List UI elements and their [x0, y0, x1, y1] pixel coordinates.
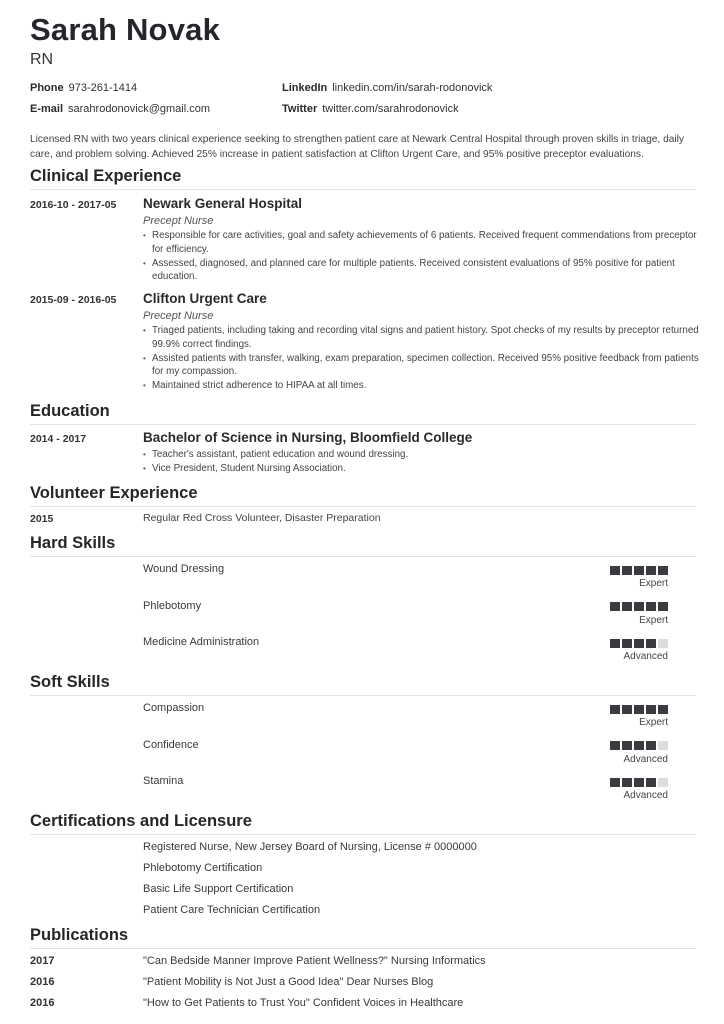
- section-title-education: Education: [30, 402, 696, 425]
- skill-level: Advanced: [623, 651, 668, 662]
- bullet-item: • Vice President, Student Nursing Association.: [143, 462, 703, 476]
- contact-email: [30, 103, 210, 115]
- meter-square-filled: [610, 741, 620, 750]
- meter-square-empty: [658, 639, 668, 648]
- job-role: Precept Nurse: [143, 310, 214, 322]
- skill-meter: [610, 639, 668, 648]
- meter-square-filled: [646, 778, 656, 787]
- employer-name: Newark General Hospital: [143, 196, 303, 211]
- meter-square-filled: [646, 566, 656, 575]
- skill-meter: [610, 741, 668, 750]
- meter-square-filled: [634, 639, 644, 648]
- certification-item: Basic Life Support Certification: [143, 883, 294, 895]
- certification-item: Registered Nurse, New Jersey Board of Nursing, License # 0000000: [143, 841, 477, 853]
- publication-title: "Patient Mobility is Not Just a Good Idea" Dear Nurses Blog: [143, 976, 434, 988]
- meter-square-filled: [646, 639, 656, 648]
- contact-linkedin: [282, 82, 492, 94]
- job-role: Precept Nurse: [143, 215, 214, 227]
- meter-square-filled: [622, 778, 632, 787]
- skill-level: Advanced: [623, 790, 668, 801]
- meter-square-filled: [610, 705, 620, 714]
- meter-square-filled: [622, 741, 632, 750]
- meter-square-filled: [610, 639, 620, 648]
- skill-name: Wound Dressing: [143, 563, 225, 575]
- meter-square-filled: [634, 705, 644, 714]
- meter-square-filled: [610, 778, 620, 787]
- meter-square-filled: [622, 602, 632, 611]
- skill-meter: [610, 566, 668, 575]
- experience-bullets: [143, 324, 703, 393]
- meter-square-filled: [634, 602, 644, 611]
- volunteer-year: 2015: [30, 513, 54, 525]
- skill-name: Confidence: [143, 739, 199, 751]
- skill-name: Phlebotomy: [143, 600, 202, 612]
- skill-level: Expert: [639, 717, 668, 728]
- candidate-name: Sarah Novak: [30, 12, 221, 47]
- section-title-hard-skills: Hard Skills: [30, 534, 696, 557]
- linkedin-label: LinkedIn: [282, 82, 328, 94]
- meter-square-empty: [658, 741, 668, 750]
- email-value[interactable]: sarahrodonovick@gmail.com: [68, 103, 211, 115]
- employer-name: Clifton Urgent Care: [143, 291, 267, 306]
- experience-dates: 2016-10 - 2017-05: [30, 199, 117, 211]
- meter-square-filled: [646, 705, 656, 714]
- linkedin-link[interactable]: linkedin.com/in/sarah-rodonovick: [332, 82, 493, 94]
- certification-item: Phlebotomy Certification: [143, 862, 263, 874]
- skill-meter: [610, 602, 668, 611]
- bullet-item: • Assisted patients with transfer, walking, exam preparation, specimen collection. Received 95% positive feedback from patients for my compassion.: [143, 352, 703, 380]
- contact-twitter: [282, 103, 459, 115]
- section-title-clinical: Clinical Experience: [30, 167, 696, 190]
- meter-square-filled: [634, 778, 644, 787]
- skill-name: Stamina: [143, 775, 184, 787]
- skill-meter: [610, 778, 668, 787]
- section-title-soft-skills: Soft Skills: [30, 673, 696, 696]
- education-entry: [143, 429, 703, 476]
- twitter-link[interactable]: twitter.com/sarahrodonovick: [322, 103, 459, 115]
- bullet-item: • Teacher's assistant, patient education and wound dressing.: [143, 448, 703, 462]
- meter-square-empty: [658, 778, 668, 787]
- skill-level: Expert: [639, 615, 668, 626]
- experience-bullets: [143, 229, 703, 284]
- section-title-certifications: Certifications and Licensure: [30, 812, 696, 835]
- meter-square-filled: [646, 741, 656, 750]
- meter-square-filled: [658, 705, 668, 714]
- email-label: E-mail: [30, 103, 64, 115]
- skill-meter: [610, 705, 668, 714]
- skill-name: Compassion: [143, 702, 205, 714]
- summary-text: Licensed RN with two years clinical experience seeking to strengthen patient care at Newark Central Hospital through proven skills in triage, daily care, and problem solving. Achieved 25% increase in patient satisfaction at Clifton Urgent Care, and 95% positive preceptor evaluations.: [30, 134, 685, 160]
- candidate-title: RN: [30, 51, 54, 68]
- publication-title: "Can Bedside Manner Improve Patient Wellness?" Nursing Informatics: [143, 955, 486, 967]
- contact-phone: [30, 82, 137, 94]
- experience-entry: [143, 290, 703, 393]
- section-title-publications: Publications: [30, 926, 696, 949]
- phone-label: Phone: [30, 82, 64, 94]
- education-dates: 2014 - 2017: [30, 433, 87, 445]
- phone-value: 973-261-1414: [68, 82, 138, 94]
- skill-level: Expert: [639, 578, 668, 589]
- meter-square-filled: [622, 705, 632, 714]
- meter-square-filled: [658, 566, 668, 575]
- twitter-label: Twitter: [282, 103, 318, 115]
- publication-year: 2016: [30, 997, 55, 1009]
- meter-square-filled: [610, 602, 620, 611]
- experience-dates: 2015-09 - 2016-05: [30, 294, 117, 306]
- skill-name: Medicine Administration: [143, 636, 260, 648]
- publication-title: "How to Get Patients to Trust You" Confident Voices in Healthcare: [143, 997, 464, 1009]
- bullet-item: • Maintained strict adherence to HIPAA at all times.: [143, 379, 703, 393]
- section-title-volunteer: Volunteer Experience: [30, 484, 696, 507]
- volunteer-text: Regular Red Cross Volunteer, Disaster Preparation: [143, 512, 381, 524]
- education-bullets: [143, 448, 703, 476]
- bullet-item: • Responsible for care activities, goal and safety achievements of 6 patients. Received frequent commendations from preceptor for efficiency.: [143, 229, 703, 257]
- meter-square-filled: [658, 602, 668, 611]
- meter-square-filled: [622, 566, 632, 575]
- degree-name: Bachelor of Science in Nursing, Bloomfield College: [143, 430, 473, 445]
- meter-square-filled: [622, 639, 632, 648]
- bullet-item: • Assessed, diagnosed, and planned care for multiple patients. Received consistent evaluations of 95% positive for patient education.: [143, 257, 703, 285]
- publication-year: 2016: [30, 976, 55, 988]
- meter-square-filled: [634, 741, 644, 750]
- experience-entry: [143, 195, 703, 284]
- meter-square-filled: [610, 566, 620, 575]
- publication-year: 2017: [30, 955, 55, 967]
- certification-item: Patient Care Technician Certification: [143, 904, 321, 916]
- bullet-item: • Triaged patients, including taking and recording vital signs and patient history. Spot checks of my results by preceptor returned 99.9% correct findings.: [143, 324, 703, 352]
- meter-square-filled: [634, 566, 644, 575]
- skill-level: Advanced: [623, 754, 668, 765]
- meter-square-filled: [646, 602, 656, 611]
